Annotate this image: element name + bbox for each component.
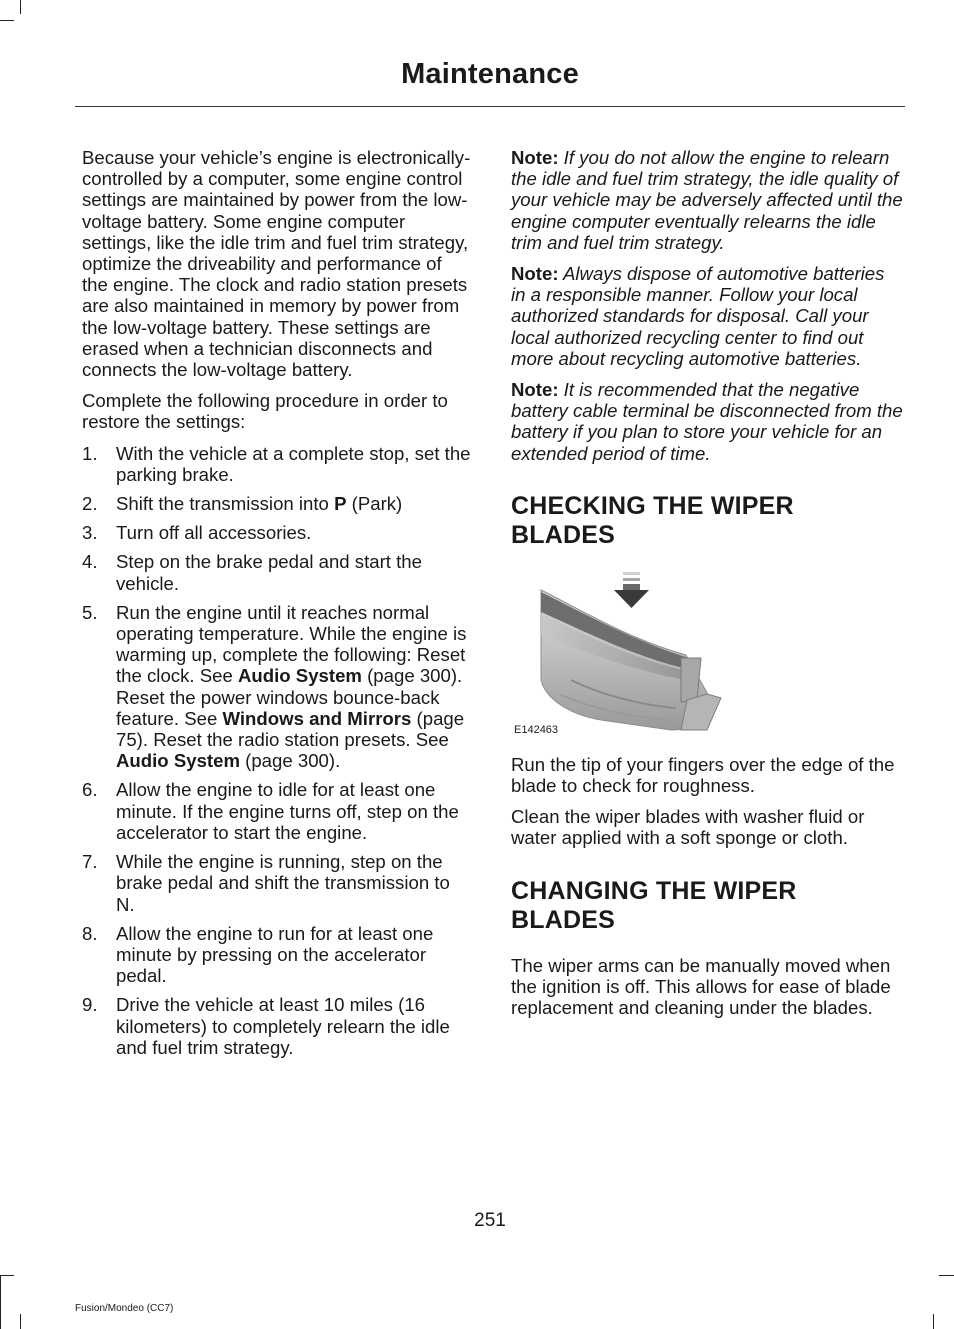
list-item xyxy=(82,994,472,1058)
note-text: Always dispose of automotive batteries in a responsible manner. Follow your local authorized standards for disposal. Call your local authorized recycling center to find out more about recycling automotive batteries. xyxy=(511,263,885,369)
note-text: It is recommended that the negative battery cable terminal be disconnected from the battery if you plan to store your vehicle for an extended period of time. xyxy=(511,379,903,464)
windows-mirrors-link[interactable]: Windows and Mirrors xyxy=(222,707,412,729)
procedure-steps xyxy=(82,443,472,1058)
title-divider xyxy=(75,106,905,107)
step-number: 3. xyxy=(82,522,98,544)
intro-paragraph: Because your vehicle’s engine is electronically-controlled by a computer, some engine control settings are maintained by power from the low-voltage battery. Some engine computer settings, like the idle trim and fuel trim strategy, optimize the driveability and performance of the engine. The clock and radio station presets are also maintained in memory by power from the low-voltage battery. These settings are erased when a technician disconnects and connects the low-voltage battery. xyxy=(82,147,471,381)
audio-system-link[interactable]: Audio System xyxy=(116,750,240,772)
list-item xyxy=(82,851,472,915)
park-gear-label: P xyxy=(334,493,347,515)
step-text: (page 300). xyxy=(239,750,341,772)
list-item xyxy=(82,602,472,772)
step-text: Turn off all accessories. xyxy=(116,522,312,544)
changing-wiper-blades-heading: CHANGING THE WIPER BLADES xyxy=(511,876,797,934)
step-text: (Park) xyxy=(346,493,403,515)
changing-paragraph: The wiper arms can be manually moved when the ignition is off. This allows for ease of blade replacement and cleaning under the blades. xyxy=(511,954,891,1019)
step-text: Allow the engine to idle for at least one minute. If the engine turns off, step on the accelerator to start the engine. xyxy=(116,779,459,843)
step-number: 7. xyxy=(82,851,98,873)
procedure-intro: Complete the following procedure in order to restore the settings: xyxy=(82,390,448,433)
footer-model-label: Fusion/Mondeo (CC7) xyxy=(75,1303,174,1314)
step-text: (page 300). Reset the power windows bounce-back feature. See xyxy=(116,665,463,729)
crop-mark xyxy=(0,1275,1,1329)
step-number: 8. xyxy=(82,922,98,944)
crop-mark xyxy=(0,20,14,21)
list-item xyxy=(82,923,472,987)
page-number: 251 xyxy=(474,1210,506,1231)
audio-system-link[interactable]: Audio System xyxy=(237,665,362,687)
note-label: Note: xyxy=(511,147,559,168)
step-number: 5. xyxy=(82,601,98,623)
list-item xyxy=(82,443,472,485)
wiper-blade-illustration xyxy=(511,570,723,738)
checking-wiper-blades-heading: CHECKING THE WIPER BLADES xyxy=(511,491,794,549)
list-item xyxy=(82,522,472,543)
step-text: Drive the vehicle at least 10 miles (16 kilometers) to completely relearn the idle and fuel trim strategy. xyxy=(116,994,450,1058)
checking-paragraph-2: Clean the wiper blades with washer fluid or water applied with a soft sponge or cloth. xyxy=(511,806,865,849)
step-text: Allow the engine to run for at least one minute by pressing on the accelerator pedal. xyxy=(116,922,434,987)
step-text: With the vehicle at a complete stop, set the parking brake. xyxy=(116,442,471,485)
step-number: 4. xyxy=(82,551,98,573)
note-label: Note: xyxy=(511,263,559,285)
step-text: Step on the brake pedal and start the vehicle. xyxy=(116,551,422,594)
wiper-blade-figure xyxy=(511,570,723,738)
step-number: 2. xyxy=(82,493,98,515)
step-text: (page 75). Reset the radio station presets. See xyxy=(116,707,465,751)
step-text: Run the engine until it reaches normal operating temperature. While the engine is warming up, complete the following: Reset the clock. See xyxy=(116,601,467,687)
crop-mark xyxy=(20,0,21,14)
note-text: If you do not allow the engine to relearn the idle and fuel trim strategy, the idle quality of your vehicle may be adversely affected until the engine computer eventually relearns the idle trim and fuel trim strategy. xyxy=(511,147,903,253)
crop-mark xyxy=(0,1275,14,1276)
list-item xyxy=(82,551,472,593)
list-item xyxy=(82,493,472,514)
step-text: Shift the transmission into xyxy=(116,493,335,515)
crop-mark xyxy=(933,1314,934,1329)
page-title: Maintenance xyxy=(401,58,579,90)
figure-code: E142463 xyxy=(514,723,559,736)
step-number: 1. xyxy=(82,442,98,464)
right-column xyxy=(511,147,903,1028)
note-idle-relearn xyxy=(511,147,903,253)
note-battery-storage xyxy=(511,379,903,464)
note-label: Note: xyxy=(511,379,559,401)
crop-mark xyxy=(20,1314,21,1329)
crop-mark xyxy=(939,1275,954,1276)
checking-paragraph-1: Run the tip of your fingers over the edge of the blade to check for roughness. xyxy=(511,753,895,797)
left-column xyxy=(82,147,472,1066)
down-arrow-icon xyxy=(614,572,649,608)
step-number: 9. xyxy=(82,994,98,1016)
note-battery-disposal xyxy=(511,263,903,369)
step-number: 6. xyxy=(82,779,98,801)
list-item xyxy=(82,779,472,843)
step-text: While the engine is running, step on the brake pedal and shift the transmission to N. xyxy=(116,851,450,915)
